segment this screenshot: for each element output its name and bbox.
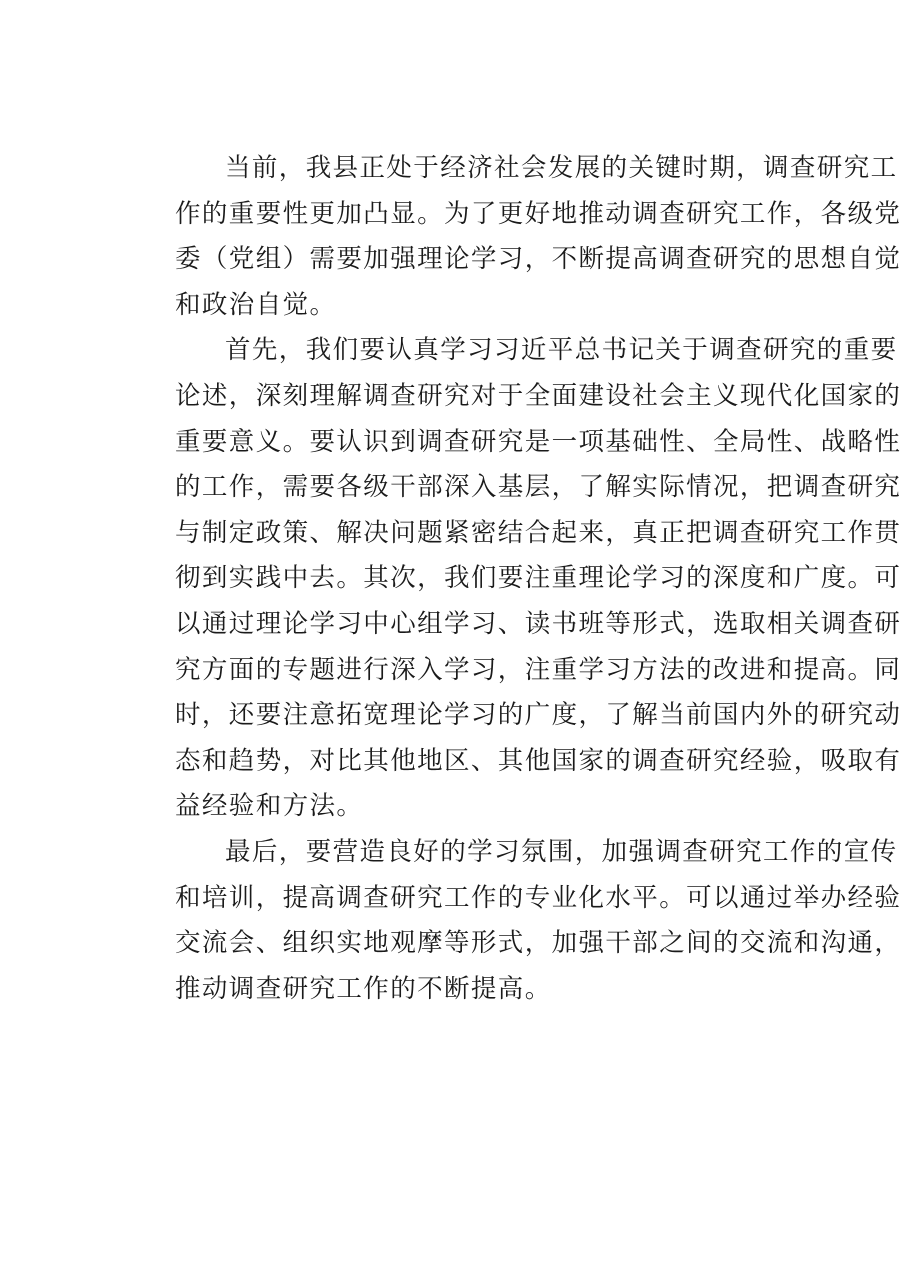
- paragraph-line: 和政治自觉。: [175, 289, 337, 320]
- paragraph-line: 论述，深刻理解调查研究对于全面建设社会主义现代化国家的: [175, 380, 902, 411]
- paragraph-line: 委（党组）需要加强理论学习，不断提高调查研究的思想自觉: [175, 244, 902, 275]
- paragraph-2: [124, 328, 902, 830]
- paragraph-3: [124, 830, 902, 1012]
- paragraph-line: 彻到实践中去。其次，我们要注重理论学习的深度和广度。可: [175, 563, 902, 594]
- paragraph-line: 和培训，提高调查研究工作的专业化水平。可以通过举办经验: [175, 882, 902, 913]
- paragraph-line: 益经验和方法。: [175, 791, 364, 822]
- paragraph-line: 最后，要营造良好的学习氛围，加强调查研究工作的宣传: [225, 836, 898, 867]
- paragraph-line: 当前，我县正处于经济社会发展的关键时期，调查研究工: [225, 153, 898, 183]
- paragraph-line: 重要意义。要认识到调查研究是一项基础性、全局性、战略性: [175, 426, 902, 457]
- paragraph-line: 首先，我们要认真学习习近平总书记关于调查研究的重要: [225, 335, 898, 366]
- paragraph-line: 与制定政策、解决问题紧密结合起来，真正把调查研究工作贯: [175, 517, 902, 548]
- paragraph-line: 态和趋势，对比其他地区、其他国家的调查研究经验，吸取有: [175, 745, 902, 776]
- paragraph-line: 交流会、组织实地观摩等形式，加强干部之间的交流和沟通，: [175, 928, 902, 959]
- paragraph-line: 作的重要性更加凸显。为了更好地推动调查研究工作，各级党: [175, 198, 902, 229]
- paragraph-line: 的工作，需要各级干部深入基层，了解实际情况，把调查研究: [175, 472, 902, 503]
- document-body: [124, 146, 902, 1012]
- paragraph-line: 推动调查研究工作的不断提高。: [175, 973, 552, 1004]
- paragraph-line: 究方面的专题进行深入学习，注重学习方法的改进和提高。同: [175, 654, 902, 685]
- paragraph-line: 时，还要注意拓宽理论学习的广度，了解当前国内外的研究动: [175, 700, 902, 731]
- paragraph-1: [124, 146, 902, 328]
- paragraph-line: 以通过理论学习中心组学习、读书班等形式，选取相关调查研: [175, 608, 902, 639]
